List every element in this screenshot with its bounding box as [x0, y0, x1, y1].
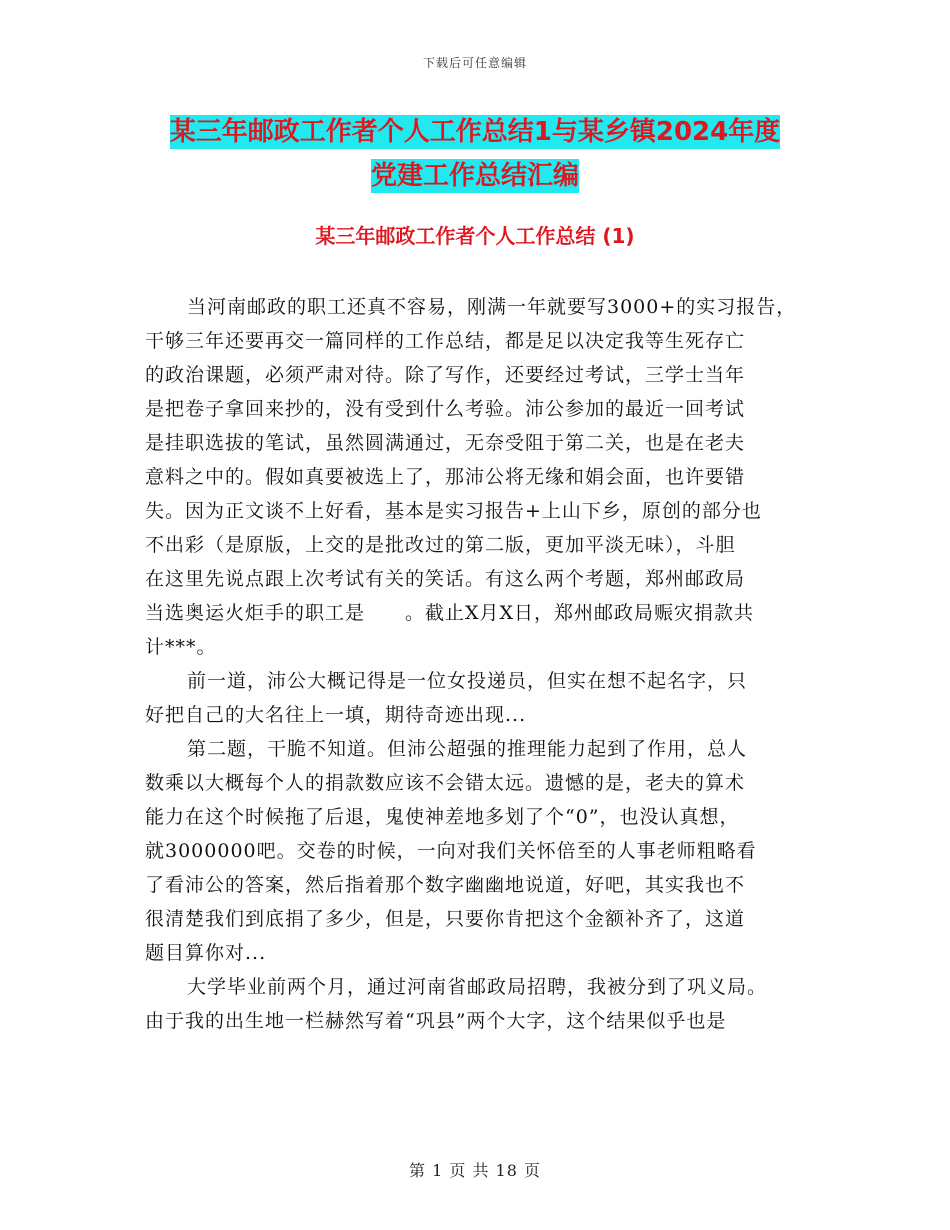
paragraph-line: 是挂职选拔的笔试，虽然圆满通过，无奈受阻于第二关，也是在老夫 — [145, 432, 746, 454]
paragraph-line: 前一道，沛公大概记得是一位女投递员，但实在想不起名字，只 — [187, 670, 748, 692]
paragraph-line: 的政治课题，必须严肃对待。除了写作，还要经过考试，三学士当年 — [145, 364, 746, 386]
paragraph-line: 第二题，干脆不知道。但沛公超强的推理能力起到了作用，总人 — [187, 738, 748, 760]
paragraph-line: 很清楚我们到底捐了多少，但是，只要你肯把这个金额补齐了，这道 — [145, 908, 746, 930]
section-title: 某三年邮政工作者个人工作总结 (1) — [315, 224, 635, 248]
document-title-line-1: 某三年邮政工作者个人工作总结1与某乡镇2024年度 — [169, 117, 781, 147]
paragraph-line: 了看沛公的答案，然后指着那个数字幽幽地说道，好吧，其实我也不 — [145, 874, 746, 896]
paragraph-line: 是把卷子拿回来抄的，没有受到什么考验。沛公参加的最近一回考试 — [145, 398, 746, 420]
paragraph-line: 当河南邮政的职工还真不容易，刚满一年就要写3000+的实习报告， — [187, 296, 797, 318]
paragraph-line: 失。因为正文谈不上好看，基本是实习报告+上山下乡，原创的部分也 — [145, 500, 762, 522]
paragraph-line: 题目算你对... — [145, 942, 267, 964]
paragraph-line: 当选奥运火炬手的职工是 。截止X月X日，郑州邮政局赈灾捐款共 — [145, 602, 755, 624]
paragraph-line: 在这里先说点跟上次考试有关的笑话。有这么两个考题，郑州邮政局 — [145, 568, 746, 590]
document-title-line-2: 党建工作总结汇编 — [370, 161, 579, 191]
page-number: 第 1 页 共 18 页 — [409, 1161, 541, 1180]
paragraph-line: 能力在这个时候拖了后退，鬼使神差地多划了个“0”，也没认真想， — [145, 806, 740, 828]
page-header-note: 下载后可任意编辑 — [422, 56, 527, 70]
paragraph-line: 就3000000吧。交卷的时候，一向对我们关怀倍至的人事老师粗略看 — [145, 840, 757, 862]
paragraph-line: 好把自己的大名往上一填，期待奇迹出现... — [145, 704, 527, 726]
paragraph-line: 计***。 — [145, 636, 217, 658]
paragraph-line: 大学毕业前两个月，通过河南省邮政局招聘，我被分到了巩义局。 — [187, 976, 768, 998]
paragraph-line: 数乘以大概每个人的捐款数应该不会错太远。遗憾的是，老夫的算术 — [145, 772, 746, 794]
body-text — [145, 290, 835, 1038]
document-title — [0, 110, 950, 198]
paragraph-line: 由于我的出生地一栏赫然写着“巩县”两个大字，这个结果似乎也是 — [145, 1010, 727, 1032]
paragraph-line: 干够三年还要再交一篇同样的工作总结，都是足以决定我等生死存亡 — [145, 330, 746, 352]
paragraph-line: 意料之中的。假如真要被选上了，那沛公将无缘和娟会面，也许要错 — [145, 466, 746, 488]
paragraph-line: 不出彩（是原版，上交的是批改过的第二版，更加平淡无味），斗胆 — [145, 534, 736, 556]
